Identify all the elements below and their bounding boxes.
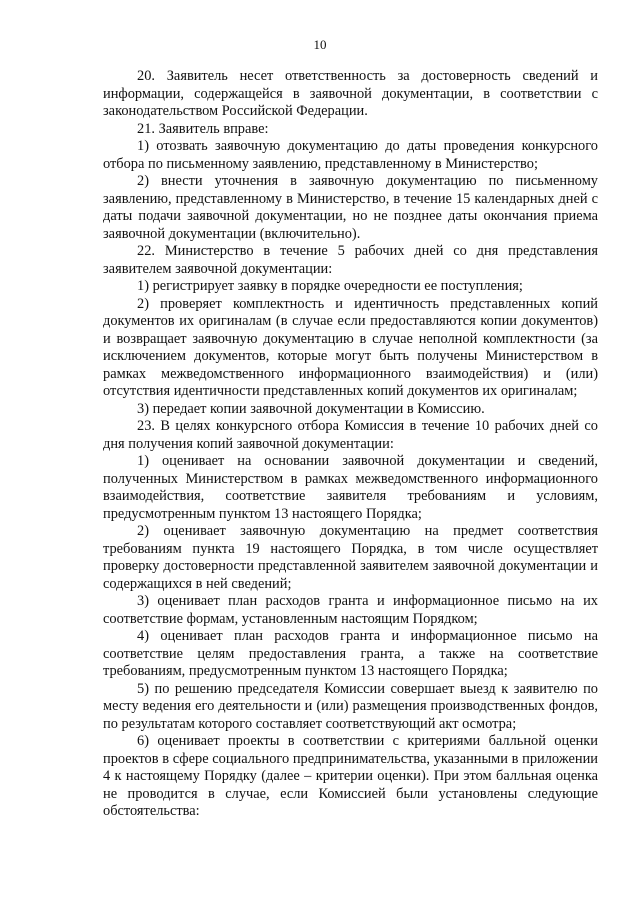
- paragraph: 2) внести уточнения в заявочную документацию по письменному заявлению, представленному в Министерство, в течение 15 календарных дней с даты подачи заявочной документации, но не позднее даты окончания приема заявочной документации (включительно).: [103, 173, 598, 242]
- paragraph: 3) передает копии заявочной документации в Комиссию.: [137, 400, 485, 417]
- paragraph: 1) отозвать заявочную документацию до даты проведения конкурсного отбора по письменному заявлению, представленному в Министерство;: [103, 138, 598, 172]
- paragraph: 22. Министерство в течение 5 рабочих дней со дня представления заявителем заявочной документации:: [103, 243, 598, 277]
- paragraph: 2) проверяет комплектность и идентичность представленных копий документов их оригиналам (в случае если предоставляются копии документов) и возвращает заявочную документацию в случае неполной комплектности (за исключением документов, которые могут быть получены Министерством в рамках межведомственного информационного взаимодействия) и (или) отсутствия идентичности представленных копий документов их оригиналам;: [103, 295, 598, 399]
- paragraph: 23. В целях конкурсного отбора Комиссия в течение 10 рабочих дней со дня получения копий заявочной документации:: [103, 418, 598, 452]
- paragraph: 21. Заявитель вправе:: [137, 120, 269, 137]
- paragraph: 2) оценивает заявочную документацию на предмет соответствия требованиям пункта 19 настоящего Порядка, в том числе осуществляет проверку достоверности представленной заявителем заявочной документации и содержащихся в ней сведений;: [103, 523, 598, 592]
- page-number: 10: [313, 37, 327, 52]
- paragraph: 5) по решению председателя Комиссии совершает выезд к заявителю по месту ведения его деятельности и (или) размещения производственных фондов, по результатам которого составляет соответствующий акт осмотра;: [103, 680, 598, 732]
- document-body: [103, 68, 598, 821]
- paragraph: 1) оценивает на основании заявочной документации и сведений, полученных Министерством в рамках межведомственного информационного взаимодействия, соответствие заявителя требованиям и условиям, предусмотренным пунктом 13 настоящего Порядка;: [103, 453, 598, 522]
- paragraph: 1) регистрирует заявку в порядке очередности ее поступления;: [137, 278, 523, 294]
- paragraph: 6) оценивает проекты в соответствии с критериями балльной оценки проектов в сфере социального предпринимательства, указанными в приложении 4 к настоящему Порядку (далее – критерии оценки). При этом балльная оценка не проводится в случае, если Комиссией были установлены следующие обстоятельства:: [103, 733, 598, 819]
- paragraph: 4) оценивает план расходов гранта и информационное письмо на соответствие целям предоставления гранта, а также на соответствие требованиям, предусмотренным пунктом 13 настоящего Порядка;: [103, 628, 598, 679]
- paragraph: 20. Заявитель несет ответственность за достоверность сведений и информации, содержащейся в заявочной документации, в соответствии с законодательством Российской Федерации.: [103, 68, 598, 119]
- paragraph: 3) оценивает план расходов гранта и информационное письмо на их соответствие формам, установленным настоящим Порядком;: [103, 593, 598, 627]
